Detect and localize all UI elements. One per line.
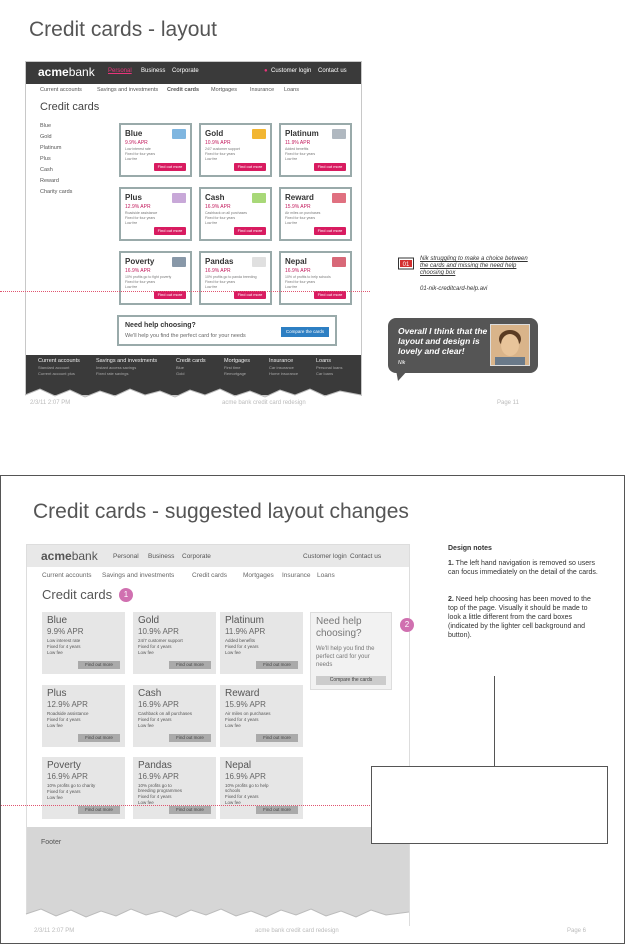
page-heading: Credit cards (42, 587, 113, 602)
footer-col: Credit cards Blue Gold (176, 358, 206, 376)
slide-page: Page 11 (497, 400, 519, 406)
card-image (172, 257, 186, 267)
note-1: 1. The left hand navigation is removed so users can focus immediately on the detail of the cards. (448, 560, 598, 576)
sidebar-item-charity[interactable]: Charity cards (40, 189, 73, 195)
website-mockup (25, 61, 362, 396)
card-platinum: Platinum 11.9% APR Added benefits Fixed for four years Low fee Find out more (279, 123, 352, 177)
card-blue: Blue 9.9% APR Low interest rate Fixed for 4 years Low fee Find out more (42, 612, 125, 674)
card-image (332, 257, 346, 267)
help-subtitle: We'll help you find the perfect card for your needs (125, 333, 246, 339)
card-poverty: Poverty 16.9% APR 10% profits go to charity Fixed for 4 years Low fee Find out more (42, 757, 125, 819)
slide-project: acme bank credit card redesign (222, 400, 306, 406)
card-platinum: Platinum 11.9% APR Added benefits Fixed for 4 years Low fee Find out more (220, 612, 303, 674)
slide-page: Page 6 (567, 928, 587, 934)
card-reward: Reward 15.9% APR Air miles on purchases Fixed for 4 years Low fee Find out more (220, 685, 303, 747)
page-heading: Credit cards (40, 101, 100, 113)
annotation-badge-2: 2 (400, 618, 414, 632)
card-blue: Blue 9.9% APR Low interest rate Fixed for four years Low fee Find out more (119, 123, 192, 177)
card-gold: Gold 10.9% APR 24/7 customer support Fixed for four years Low fee Find out more (199, 123, 272, 177)
card-pandas: Pandas 16.9% APR 10% profits go to breeding programmes Fixed for 4 years Low fee Find out more (133, 757, 216, 819)
footer-col: Insurance Car insurance Home insurance (269, 358, 299, 376)
sidebar-item-plus[interactable]: Plus (40, 156, 51, 162)
note-2: 2. Need help choosing has been moved to the top of the page. Visually it should be made to look a little different from the card boxes (indicated by the lighter cell background and button). (448, 596, 591, 639)
find-out-more-button[interactable]: Find out more (154, 291, 186, 299)
subnav-loans[interactable]: Loans (284, 87, 299, 93)
design-notes (448, 544, 598, 658)
website-wireframe (26, 544, 410, 926)
subnav-loans[interactable]: Loans (317, 572, 335, 579)
find-out-more-button[interactable]: Find out more (169, 806, 211, 814)
footer-col: Loans Personal loans Car loans (316, 358, 343, 376)
subnav-mortgages[interactable]: Mortgages (243, 572, 274, 579)
video-description[interactable]: Nik struggling to make a choice between the cards and missing the need help choosing box (420, 256, 528, 276)
find-out-more-button[interactable]: Find out more (314, 227, 346, 235)
footer-col: Savings and investments Instant access savings Fixed rate savings (96, 358, 158, 376)
quote-text: Overall I think that the layout and design is lovely and clear! (398, 326, 488, 356)
compare-cards-button[interactable]: Compare the cards (316, 676, 386, 685)
customer-login[interactable]: Customer login (303, 553, 347, 560)
card-nepal: Nepal 16.9% APR 10% of profits to help schools Fixed for four years Low fee Find out more (279, 251, 352, 305)
slide-title: Credit cards - suggested layout changes (33, 500, 409, 523)
find-out-more-button[interactable]: Find out more (234, 163, 266, 171)
slide-date: 2/3/11 2:07 PM (30, 400, 71, 406)
card-image (252, 193, 266, 203)
card-plus: Plus 12.9% APR Roadside assistance Fixed for 4 years Low fee Find out more (42, 685, 125, 747)
user-quote (388, 318, 538, 373)
nav-personal[interactable]: Personal (113, 553, 139, 560)
subnav-savings[interactable]: Savings and investments (102, 572, 175, 579)
nav-personal[interactable]: Personal (108, 68, 132, 74)
card-poverty: Poverty 16.9% APR 10% profits go to fight poverty Fixed for four years Low fee Find out more (119, 251, 192, 305)
subnav-current[interactable]: Current accounts (42, 572, 92, 579)
fold-line (1, 805, 416, 806)
find-out-more-button[interactable]: Find out more (78, 806, 120, 814)
help-title: Need help choosing? (316, 616, 362, 639)
sidebar-item-gold[interactable]: Gold (40, 134, 52, 140)
card-nepal: Nepal 16.9% APR 10% profits go to help schools Fixed for 4 years Low fee Find out more (220, 757, 303, 819)
find-out-more-button[interactable]: Find out more (234, 227, 266, 235)
sidebar-item-blue[interactable]: Blue (40, 123, 52, 129)
find-out-more-button[interactable]: Find out more (314, 163, 346, 171)
footer-label: Footer (41, 839, 62, 846)
footer-col: Current accounts Standard account Current account plus (38, 358, 80, 376)
card-image (252, 129, 266, 139)
card-image (172, 129, 186, 139)
card-image (252, 257, 266, 267)
card-image (332, 129, 346, 139)
find-out-more-button[interactable]: Find out more (256, 806, 298, 814)
nav-corporate[interactable]: Corporate (182, 553, 211, 560)
card-cash: Cash 16.9% APR Cashback on all purchases Fixed for 4 years Low fee Find out more (133, 685, 216, 747)
help-title: Need help choosing? (125, 322, 196, 329)
slide-title: Credit cards - layout (29, 18, 217, 41)
svg-text:01: 01 (402, 262, 410, 268)
find-out-more-button[interactable]: Find out more (256, 734, 298, 742)
find-out-more-button[interactable]: Find out more (314, 291, 346, 299)
sidebar-item-platinum[interactable]: Platinum (40, 145, 62, 151)
card-reward: Reward 15.9% APR Air miles on purchases Fixed for four years Low fee Find out more (279, 187, 352, 241)
torn-edge (0, 385, 625, 405)
compare-cards-button[interactable]: Compare the cards (281, 327, 329, 337)
find-out-more-button[interactable]: Find out more (154, 163, 186, 171)
card-image (332, 193, 346, 203)
subnav-mortgages[interactable]: Mortgages (211, 87, 237, 93)
top-bar (27, 545, 409, 567)
card-image (172, 193, 186, 203)
help-choosing-box (310, 612, 392, 690)
subnav-insurance[interactable]: Insurance (282, 572, 311, 579)
slide-2 (0, 475, 625, 944)
subnav-credit[interactable]: Credit cards (167, 87, 200, 93)
find-out-more-button[interactable]: Find out more (234, 291, 266, 299)
quote-tail (394, 370, 410, 382)
logo: acmebank (41, 549, 98, 563)
help-choosing-box (117, 315, 337, 346)
nav-business[interactable]: Business (141, 68, 166, 74)
nav-corporate[interactable]: Corporate (172, 68, 199, 74)
slide-date: 2/3/11 2:07 PM (34, 928, 75, 934)
find-out-more-button[interactable]: Find out more (169, 661, 211, 669)
subnav-credit[interactable]: Credit cards (192, 572, 228, 579)
customer-login[interactable]: Customer login (271, 68, 312, 74)
sidebar-item-cash[interactable]: Cash (40, 167, 53, 173)
sidebar-item-reward[interactable]: Reward (40, 178, 59, 184)
contact-link[interactable]: Contact us (318, 68, 347, 74)
help-subtitle: We'll help you find the perfect card for your needs (316, 646, 375, 668)
slide-project: acme bank credit card redesign (255, 928, 339, 934)
connector-line (494, 676, 495, 766)
find-out-more-button[interactable]: Find out more (154, 227, 186, 235)
fold-line (0, 291, 370, 292)
logo: acmebank (38, 65, 95, 79)
video-filename: 01-nik-creditcard-help.avi (420, 286, 488, 292)
find-out-more-button[interactable]: Find out more (78, 661, 120, 669)
subnav-insurance[interactable]: Insurance (250, 87, 275, 93)
card-plus: Plus 12.9% APR Roadside assistance Fixed for four years Low fee Find out more (119, 187, 192, 241)
lock-icon: ● (264, 68, 268, 74)
subnav-savings[interactable]: Savings and investments (97, 87, 159, 93)
card-pandas: Pandas 16.9% APR 10% profits go to panda breeding Fixed for four years Low fee Find out more (199, 251, 272, 305)
user-photo (490, 324, 530, 366)
top-bar (26, 62, 361, 84)
quote-author: Nik (398, 360, 406, 366)
notes-title: Design notes (448, 545, 492, 552)
torn-edge (1, 906, 625, 926)
card-gold: Gold 10.9% APR 24/7 customer support Fixed for 4 years Low fee Find out more (133, 612, 216, 674)
card-cash: Cash 16.9% APR Cashback on all purchases Fixed for four years Low fee Find out more (199, 187, 272, 241)
nav-business[interactable]: Business (148, 553, 175, 560)
note-box (371, 766, 608, 844)
footer-col: Mortgages First time Remortgage (224, 358, 250, 376)
slide-1 (0, 0, 625, 430)
find-out-more-button[interactable]: Find out more (256, 661, 298, 669)
video-icon (398, 256, 414, 270)
find-out-more-button[interactable]: Find out more (169, 734, 211, 742)
annotation-badge-1: 1 (119, 588, 133, 602)
find-out-more-button[interactable]: Find out more (78, 734, 120, 742)
subnav-current[interactable]: Current accounts (40, 87, 82, 93)
contact-link[interactable]: Contact us (350, 553, 382, 560)
